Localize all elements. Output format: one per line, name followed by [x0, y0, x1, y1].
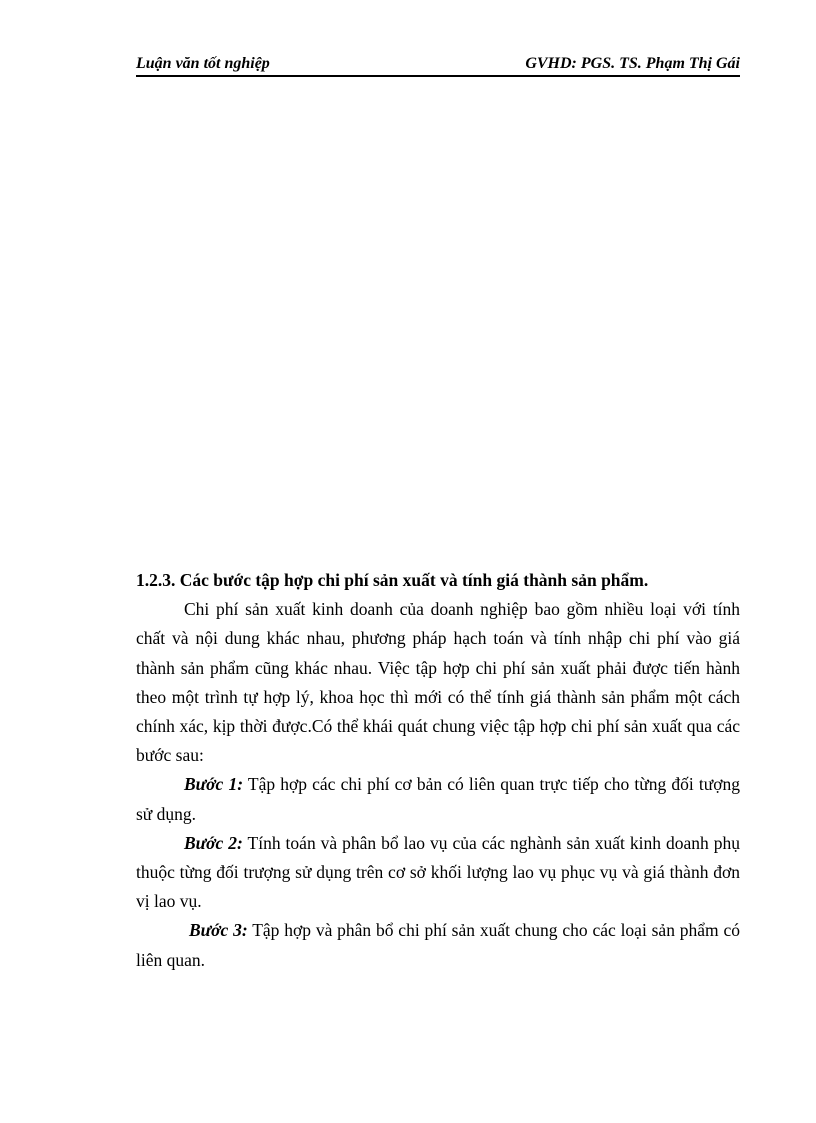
- step-1-text: Tập hợp các chi phí cơ bản có liên quan trực tiếp cho từng đối tượng sử dụng.: [136, 774, 740, 824]
- step-1-label: Bước 1:: [184, 774, 244, 795]
- step-2-paragraph: [136, 829, 740, 917]
- step-2-text: Tính toán và phân bổ lao vụ của các nghành sản xuất kinh doanh phụ thuộc từng đối trượng sử dụng trên cơ sở khối lượng lao vụ phục vụ và giá thành đơn vị lao vụ.: [136, 832, 740, 912]
- step-3-paragraph: [136, 916, 740, 974]
- step-2-label: Bước 2:: [184, 832, 243, 853]
- header-advisor-label: GVHD: PGS. TS. Phạm Thị Gái: [525, 55, 740, 72]
- intro-paragraph: Chi phí sản xuất kinh doanh của doanh nghiệp bao gồm nhiều loại với tính chất và nội dung khác nhau, phương pháp hạch toán và tính nhập chi phí vào giá thành sản phẩm cũng khác nhau. Việc tập hợp chi phí sản xuất phải được tiến hành theo một trình tự hợp lý, khoa học thì mới có thể tính giá thành sản phẩm một cách chính xác, kịp thời được.Có thể khái quát chung việc tập hợp chi phí sản xuất qua các bước sau:: [136, 599, 740, 766]
- page-header: [136, 53, 740, 77]
- header-thesis-label: Luận văn tốt nghiệp: [136, 55, 270, 72]
- step-3-text: Tập hợp và phân bổ chi phí sản xuất chung cho các loại sản phẩm có liên quan.: [136, 920, 740, 970]
- document-body: [136, 566, 740, 975]
- section-heading: 1.2.3. Các bước tập hợp chi phí sản xuất và tính giá thành sản phẩm.: [136, 570, 649, 590]
- step-1-paragraph: [136, 770, 740, 828]
- step-3-label: Bước 3:: [189, 920, 248, 941]
